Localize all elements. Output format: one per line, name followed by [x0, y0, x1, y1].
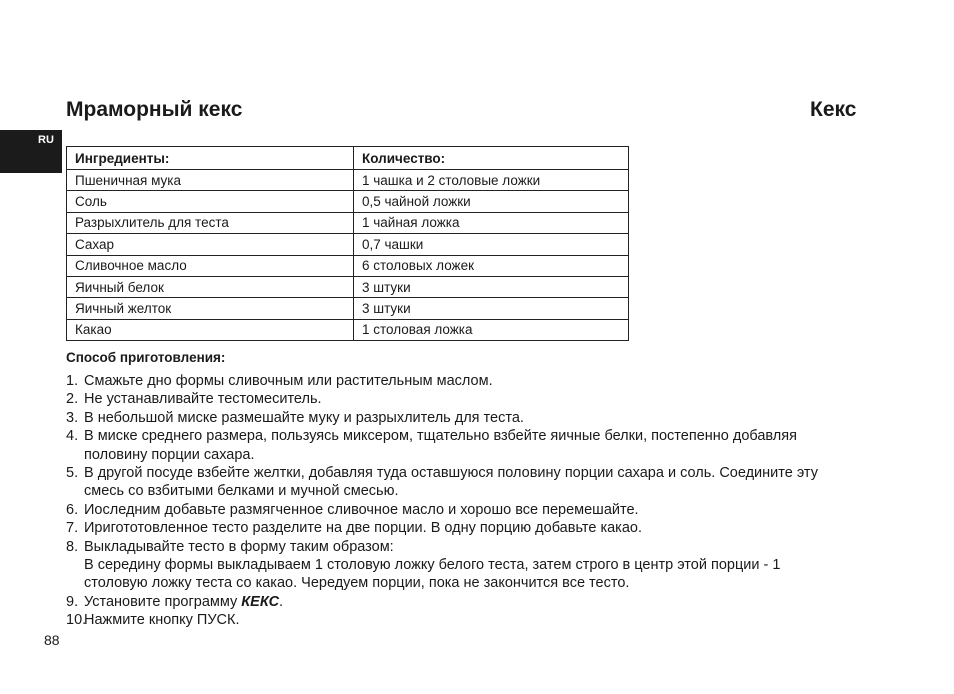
step-text: В миске среднего размера, пользуясь миксером, тщательно взбейте яичные белки, постепенно добавляя [84, 428, 797, 445]
column-header-ingredients: Ингредиенты: [67, 147, 354, 170]
step-text: В другой посуде взбейте желтки, добавляя туда оставшуюся половину порции сахара и соль. Соедините эту [84, 465, 818, 482]
step-number: 3. [66, 409, 79, 426]
step-text-line [84, 409, 896, 427]
step-text-line [84, 464, 896, 482]
ingredient-quantity-cell: 1 чашка и 2 столовые ложки [354, 170, 629, 191]
method-step [66, 611, 896, 629]
ingredient-quantity-cell: 0,7 чашки [354, 234, 629, 255]
step-text-line [84, 593, 896, 611]
step-number: 6. [66, 501, 79, 518]
method-step [66, 593, 896, 611]
program-name-emphasis: КЕКС [241, 593, 280, 610]
step-text-line [84, 538, 896, 556]
ingredient-name-cell: Яичный белок [67, 276, 354, 297]
ingredient-name-cell: Яичный желток [67, 298, 354, 319]
step-text: половину порции сахара. [84, 446, 255, 463]
page-title: Мраморный кекс [66, 98, 243, 121]
column-header-quantity: Количество: [354, 147, 629, 170]
step-text: столовую ложку теста со какао. Чередуем порции, пока не закончится все тесто. [84, 575, 630, 592]
ingredient-name-cell: Сливочное масло [67, 255, 354, 276]
table-row [67, 170, 629, 191]
step-text-line [84, 556, 896, 574]
table-row [67, 255, 629, 276]
step-text: Иоследним добавьте размягченное сливочное масло и хорошо все перемешайте. [84, 501, 639, 518]
ingredient-quantity-cell: 3 штуки [354, 276, 629, 297]
step-text-line [84, 501, 896, 519]
table-row [67, 298, 629, 319]
step-text-line [84, 372, 896, 390]
step-number: 8. [66, 538, 79, 555]
step-text-suffix: . [279, 593, 284, 610]
ingredients-table [66, 146, 629, 341]
method-step [66, 390, 896, 408]
step-number: 5. [66, 465, 79, 482]
language-tab [0, 130, 62, 173]
step-text-line [84, 519, 896, 537]
section-title: Кекс [810, 98, 857, 121]
step-number: 2. [66, 391, 79, 408]
ingredient-name-cell: Разрыхлитель для теста [67, 212, 354, 233]
table-row [67, 191, 629, 212]
ingredient-name-cell: Пшеничная мука [67, 170, 354, 191]
method-step [66, 409, 896, 427]
table-row [67, 276, 629, 297]
ingredient-quantity-cell: 6 столовых ложек [354, 255, 629, 276]
method-step [66, 372, 896, 390]
step-text: смесь со взбитыми белками и мучной смесью. [84, 483, 399, 500]
step-text: В небольшой миске размешайте муку и разрыхлитель для теста. [84, 409, 524, 426]
page-number: 88 [44, 632, 60, 648]
table-header-row [67, 147, 629, 170]
step-text-line [84, 574, 896, 592]
table-row [67, 212, 629, 233]
step-text-line [84, 611, 896, 629]
method-steps-list [66, 372, 896, 630]
method-step [66, 519, 896, 537]
step-number: 7. [66, 520, 79, 537]
table-row [67, 234, 629, 255]
step-number: 4. [66, 428, 79, 445]
step-text-line [84, 390, 896, 408]
method-heading: Способ приготовления: [66, 350, 226, 365]
step-number: 1. [66, 373, 79, 389]
step-text: Не устанавливайте тестомеситель. [84, 391, 322, 408]
step-text: В середину формы выкладываем 1 столовую ложку белого теста, затем строго в центр этой порции - 1 [84, 557, 781, 574]
table-row [67, 319, 629, 340]
step-text: Смажьте дно формы сливочным или растительным маслом. [84, 373, 493, 389]
step-text-line [84, 427, 896, 445]
step-text-line [84, 446, 896, 464]
step-text: Выкладывайте тесто в форму таким образом: [84, 538, 394, 555]
ingredient-name-cell: Какао [67, 319, 354, 340]
language-tab-label: RU [38, 134, 54, 146]
ingredient-quantity-cell: 1 столовая ложка [354, 319, 629, 340]
method-step [66, 427, 896, 464]
ingredient-quantity-cell: 0,5 чайной ложки [354, 191, 629, 212]
step-text: Установите программу [84, 593, 242, 610]
step-number: 9. [66, 593, 79, 610]
ingredient-name-cell: Сахар [67, 234, 354, 255]
step-text: Иригототовленное тесто разделите на две порции. В одну порцию добавьте какао. [84, 520, 642, 537]
step-number: 10. [66, 612, 87, 629]
ingredient-quantity-cell: 1 чайная ложка [354, 212, 629, 233]
method-step [66, 501, 896, 519]
step-text-line [84, 482, 896, 500]
ingredient-quantity-cell: 3 штуки [354, 298, 629, 319]
ingredient-name-cell: Соль [67, 191, 354, 212]
method-step [66, 464, 896, 501]
step-text: Нажмите кнопку ПУСК. [84, 612, 240, 629]
method-step [66, 538, 896, 593]
